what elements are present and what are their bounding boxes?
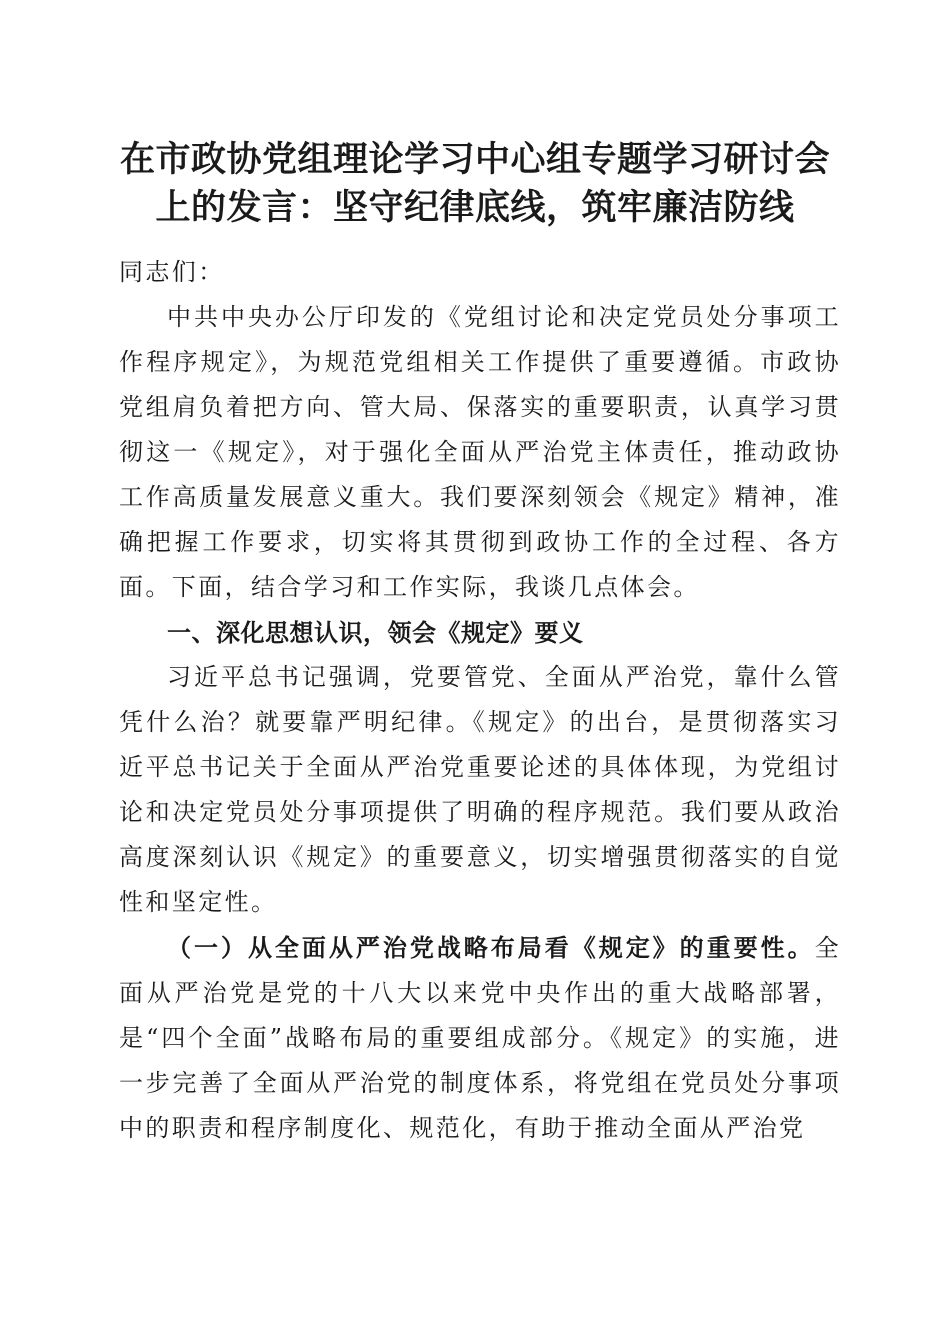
- document-title: [100, 136, 850, 232]
- section-1-paragraph: 习近平总书记强调，党要管党、全面从严治党，靠什么管凭什么治？就要靠严明纪律。《规定》的出台，是贯彻落实习近平总书记关于全面从严治党重要论述的具体体现，为党组讨论和决定党员处分事项提供了明确的程序规范。我们要从政治高度深刻认识《规定》的重要意义，切实增强贯彻落实的自觉性和坚定性。: [119, 663, 841, 916]
- title-line-1: 在市政协党组理论学习中心组专题学习研讨会: [119, 139, 830, 180]
- document-body: [119, 250, 841, 1151]
- title-line-2: 上的发言：坚守纪律底线，筑牢廉洁防线: [155, 187, 795, 228]
- subsection-1-paragraph: [119, 925, 841, 1151]
- subsection-heading-1: （一）从全面从严治党战略布局看《规定》的重要性。: [167, 933, 815, 962]
- subsection-1-text: 全面从严治党是党的十八大以来党中央作出的重大战略部署，是“四个全面”战略布局的重要组成部分。《规定》的实施，进一步完善了全面从严治党的制度体系，将党组在党员处分事项中的职责和程序制度化、规范化，有助于推动全面从严治党: [119, 934, 841, 1142]
- salutation: 同志们：: [119, 258, 225, 286]
- intro-paragraph: 中共中央办公厅印发的《党组讨论和决定党员处分事项工作程序规定》，为规范党组相关工作提供了重要遵循。市政协党组肩负着把方向、管大局、保落实的重要职责，认真学习贯彻这一《规定》，对于强化全面从严治党主体责任，推动政协工作高质量发展意义重大。我们要深刻领会《规定》精神，准确把握工作要求，切实将其贯彻到政协工作的全过程、各方面。下面，结合学习和工作实际，我谈几点体会。: [119, 303, 841, 601]
- section-heading-1: 一、深化思想认识，领会《规定》要义: [167, 618, 584, 647]
